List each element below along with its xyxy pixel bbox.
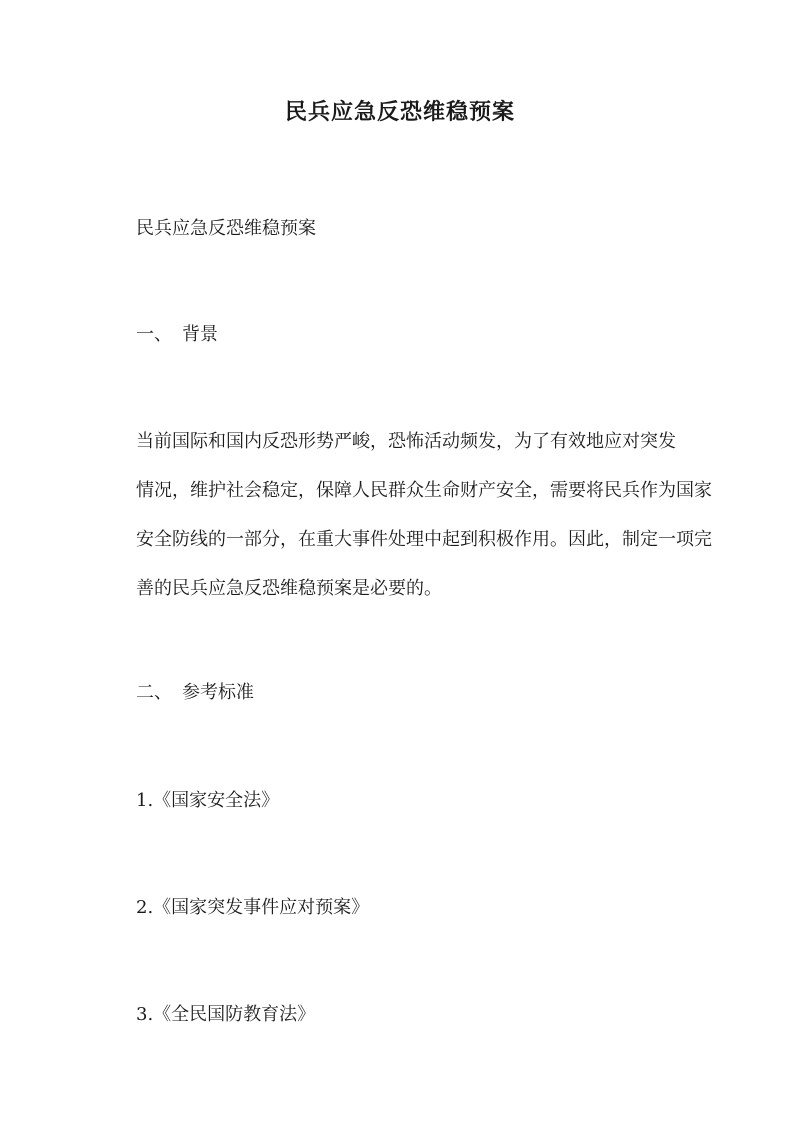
document-title: 民兵应急反恐维稳预案 xyxy=(284,99,515,125)
section-heading-background xyxy=(136,322,218,348)
section-heading-text: 背景 xyxy=(182,324,218,345)
document-subtitle: 民兵应急反恐维稳预案 xyxy=(136,218,316,239)
section-number: 二、 xyxy=(136,682,172,703)
paragraph-line: 情况，维护社会稳定，保障人民群众生命财产安全，需要将民兵作为国家 xyxy=(136,480,712,501)
paragraph-line: 当前国际和国内反恐形势严峻，恐怖活动频发，为了有效地应对突发 xyxy=(136,431,676,452)
list-item: 3.《全民国防教育法》 xyxy=(136,1004,316,1025)
background-paragraph xyxy=(136,417,712,613)
paragraph-line: 善的民兵应急反恐维稳预案是必要的。 xyxy=(136,578,442,599)
section-heading-standards xyxy=(136,680,254,706)
section-number: 一、 xyxy=(136,324,172,345)
list-item: 2.《国家突发事件应对预案》 xyxy=(136,897,370,918)
list-item: 1.《国家安全法》 xyxy=(136,790,280,811)
paragraph-line: 安全防线的一部分，在重大事件处理中起到积极作用。因此，制定一项完 xyxy=(136,529,712,550)
section-heading-text: 参考标准 xyxy=(182,682,254,703)
